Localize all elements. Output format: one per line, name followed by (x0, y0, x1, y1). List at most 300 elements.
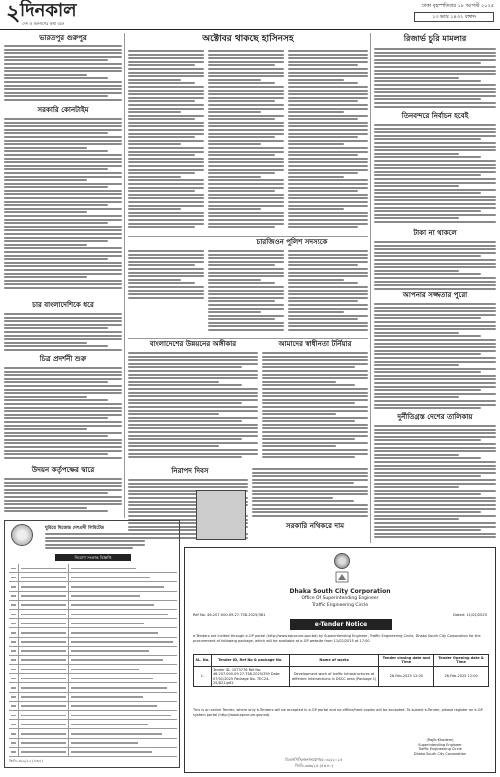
table-cell (9, 748, 19, 756)
text-line (288, 250, 368, 252)
text-line (21, 568, 66, 570)
text-line (288, 82, 358, 84)
text-line (374, 432, 496, 434)
table-row (9, 582, 177, 591)
text-line (374, 66, 496, 68)
signer-name: (Rajib Khadem) (426, 738, 454, 742)
tender-footer-left: ডিএসসিসি/জনসংযোগ/৫০৩২/২০২৫ (285, 757, 343, 762)
text-line (208, 165, 284, 167)
text-line (208, 179, 284, 181)
e-tender-notice (184, 547, 496, 773)
text-line (4, 247, 122, 249)
text-line (288, 118, 358, 120)
text-line (4, 503, 122, 505)
table-cell (69, 610, 177, 618)
text-line (128, 392, 258, 394)
photo (196, 490, 246, 540)
table-cell (9, 573, 19, 581)
text-line (4, 378, 122, 380)
table-cell (19, 601, 69, 609)
text-line (288, 329, 368, 331)
text-line (208, 272, 284, 274)
text-line (208, 187, 284, 189)
text-line (208, 133, 284, 135)
text-line (11, 715, 16, 717)
table-row (194, 666, 489, 687)
text-line (208, 104, 284, 106)
text-line (4, 229, 122, 231)
table-cell (69, 702, 177, 710)
text-line (128, 449, 258, 451)
text-line (288, 304, 368, 306)
text-line (288, 115, 368, 117)
text-line (262, 402, 355, 404)
text-line (288, 197, 368, 199)
text-line (262, 363, 368, 365)
text-line (208, 268, 284, 270)
table-cell (9, 711, 19, 719)
headline: সরকারি কোনটাইম (37, 106, 89, 114)
text-line (128, 54, 204, 56)
table-row (9, 739, 177, 748)
headline: বাংলাদেশের উন্নয়নের অঙ্গীকার (149, 340, 237, 348)
text-line (4, 269, 122, 271)
article-body (374, 124, 496, 228)
text-line (374, 317, 481, 319)
article-body (208, 250, 284, 334)
text-line (11, 705, 16, 707)
text-line (71, 733, 162, 735)
text-line (4, 237, 122, 239)
table-cell (19, 683, 69, 691)
text-line (4, 258, 108, 260)
text-line (45, 547, 133, 549)
text-line (208, 90, 284, 92)
text-line (288, 50, 368, 52)
text-line (4, 374, 122, 376)
text-line (374, 529, 481, 531)
text-line (4, 324, 122, 326)
text-line (262, 431, 368, 433)
table-row (9, 656, 177, 665)
table-row (9, 748, 177, 757)
text-line (11, 669, 16, 671)
text-line (374, 288, 496, 290)
text-line (4, 425, 122, 427)
text-line (374, 303, 496, 305)
table-row (9, 702, 177, 711)
text-line (374, 461, 496, 463)
text-line (374, 281, 496, 283)
text-line (288, 68, 368, 70)
text-line (11, 586, 16, 588)
tender-table (193, 654, 489, 687)
text-line (288, 205, 368, 207)
text-line (4, 143, 122, 145)
table-cell (9, 683, 19, 691)
text-line (128, 86, 204, 88)
text-line (4, 492, 108, 494)
text-line (374, 160, 496, 162)
text-line (128, 290, 204, 292)
text-line (4, 45, 122, 47)
table-cell (69, 748, 177, 756)
text-line (262, 424, 368, 426)
text-line (128, 161, 204, 163)
table-cell (9, 693, 19, 701)
text-line (288, 125, 368, 127)
text-line (374, 321, 496, 323)
text-line (374, 353, 481, 355)
text-line (374, 508, 496, 510)
text-line (374, 475, 481, 477)
article-body (4, 478, 122, 516)
text-line (4, 129, 122, 131)
newspaper-tagline: দেশ ও জনগণের কথা বলে (22, 21, 65, 26)
text-line (208, 151, 284, 153)
text-line (128, 384, 242, 386)
text-line (208, 97, 284, 99)
table-row (9, 647, 177, 656)
table-cell: 1. (194, 666, 212, 687)
text-line (262, 392, 368, 394)
text-line (374, 255, 481, 257)
text-line (11, 650, 16, 652)
text-line (374, 149, 496, 151)
text-line (374, 203, 496, 205)
text-line (128, 205, 204, 207)
article-body (374, 241, 496, 291)
text-line (128, 133, 204, 135)
text-line (374, 131, 496, 133)
text-line (374, 483, 496, 485)
text-line (374, 55, 496, 57)
text-line (11, 687, 16, 689)
text-line (71, 705, 157, 707)
text-line (128, 154, 195, 156)
text-line (45, 537, 145, 539)
text-line (208, 54, 284, 56)
table-cell (69, 720, 177, 728)
text-line (4, 335, 122, 337)
text-line (288, 219, 368, 221)
text-line (4, 67, 122, 69)
text-line (288, 158, 368, 160)
text-line (252, 486, 368, 488)
text-line (288, 154, 358, 156)
text-line (374, 314, 496, 316)
tender-date: Dated: 11/02/2025 (453, 613, 487, 617)
text-line (208, 86, 284, 88)
headline: ভারতপুর গুরুপুর (39, 34, 87, 42)
text-line (128, 483, 248, 485)
text-line (288, 165, 368, 167)
text-line (252, 490, 368, 492)
text-line (71, 724, 148, 726)
text-line (374, 214, 496, 216)
table-cell (69, 573, 177, 581)
text-line (4, 233, 122, 235)
table-cell (69, 619, 177, 627)
text-line (4, 417, 108, 419)
text-line (374, 245, 496, 247)
text-line (208, 111, 261, 113)
text-line (128, 399, 258, 401)
text-line (4, 255, 122, 257)
date-box: ১৩ ভাদ্র ১৪৩২ বঙ্গাব্দ (414, 12, 494, 22)
signer-org: Dhaka South City Corporation (413, 751, 467, 756)
text-line (374, 266, 496, 268)
text-line (71, 678, 153, 680)
text-line (21, 751, 66, 753)
text-line (208, 129, 284, 131)
headline: চিত্র প্রদর্শনী শুরু (39, 355, 87, 363)
text-line (252, 500, 354, 502)
table-row (9, 592, 177, 601)
text-line (21, 687, 66, 689)
text-line (128, 104, 204, 106)
table-cell: 26-Feb-2025 12:00 (379, 666, 434, 687)
text-line (4, 280, 122, 282)
tender-outro: This is an online Tender, where only e-Tenders will be accepted in e-GP portal and no offline/hard copies will be accepted. To submit e-Tender, please register on e-GP system portal (http://www.eprocure.gov.bd). (193, 708, 483, 717)
text-line (208, 118, 275, 120)
text-line (374, 174, 481, 176)
text-line (128, 226, 195, 228)
text-line (4, 396, 87, 398)
text-line (4, 56, 122, 58)
text-line (128, 424, 258, 426)
text-line (262, 420, 355, 422)
text-line (208, 72, 284, 74)
table-cell (9, 610, 19, 618)
text-line (128, 257, 204, 259)
text-line (208, 82, 275, 84)
table-cell (19, 729, 69, 737)
text-line (45, 544, 145, 546)
text-line (208, 219, 284, 221)
text-line (4, 204, 108, 206)
text-line (128, 268, 204, 270)
text-line (288, 176, 344, 178)
text-line (288, 261, 368, 263)
text-line (4, 118, 122, 120)
article-body (4, 118, 122, 296)
text-line (4, 88, 122, 90)
column-divider (370, 33, 371, 543)
text-line (288, 108, 368, 110)
text-line (4, 226, 122, 228)
text-line (262, 456, 355, 458)
text-line (262, 366, 355, 368)
text-line (128, 125, 204, 127)
text-line (208, 329, 284, 331)
text-line (288, 183, 368, 185)
headline: চারজিওন পুলিশ সদস্যকে (256, 238, 328, 246)
text-line (11, 641, 16, 643)
text-line (374, 393, 496, 395)
table-cell: 26-Feb-2025 12:00 (434, 666, 489, 687)
text-line (128, 147, 204, 149)
text-line (288, 54, 368, 56)
text-line (208, 254, 284, 256)
text-line (21, 696, 66, 698)
table-cell (19, 702, 69, 710)
text-line (128, 264, 195, 266)
text-line (128, 359, 258, 361)
text-line (4, 273, 122, 275)
text-line (208, 250, 284, 252)
text-line (128, 406, 258, 408)
text-line (4, 428, 87, 430)
table-cell (9, 720, 19, 728)
text-line (374, 357, 496, 359)
text-line (128, 435, 258, 437)
text-line (288, 93, 368, 95)
text-line (21, 632, 66, 634)
text-line (374, 153, 459, 155)
text-line (374, 52, 496, 54)
text-line (208, 50, 284, 52)
text-line (374, 436, 496, 438)
table-row (9, 638, 177, 647)
text-line (288, 90, 368, 92)
text-line (208, 279, 261, 281)
text-line (128, 179, 204, 181)
text-line (4, 154, 122, 156)
text-line (4, 70, 122, 72)
text-line (374, 77, 459, 79)
text-line (21, 705, 66, 707)
text-line (128, 442, 258, 444)
text-line (128, 79, 181, 81)
text-line (4, 49, 122, 51)
tender-org: Dhaka South City Corporation (289, 588, 391, 595)
text-line (288, 297, 368, 299)
text-line (128, 223, 204, 225)
text-line (288, 201, 368, 203)
text-line (208, 75, 284, 77)
text-line (208, 176, 261, 178)
text-line (374, 500, 496, 502)
text-line (128, 212, 204, 214)
text-line (208, 201, 284, 203)
text-line (288, 264, 358, 266)
text-line (128, 456, 242, 458)
text-line (374, 307, 496, 309)
text-line (128, 286, 204, 288)
table-cell (19, 665, 69, 673)
text-line (374, 536, 496, 538)
text-line (288, 268, 368, 270)
table-cell (69, 674, 177, 682)
text-line (374, 207, 496, 209)
text-line (4, 244, 87, 246)
text-line (288, 300, 358, 302)
masthead (0, 0, 500, 30)
table-cell (19, 628, 69, 636)
text-line (4, 179, 87, 181)
text-line (374, 429, 496, 431)
table-cell (69, 711, 177, 719)
text-line (262, 388, 368, 390)
text-line (4, 265, 122, 267)
text-line (11, 623, 16, 625)
table-cell (19, 564, 69, 572)
table-row (9, 720, 177, 729)
text-line (208, 93, 284, 95)
text-line (71, 595, 140, 597)
text-line (374, 196, 496, 198)
text-line (4, 95, 108, 97)
headline: চার বাংলাদেশিকে ধরে (32, 301, 94, 309)
text-line (208, 143, 261, 145)
text-line (4, 201, 122, 203)
text-line (4, 338, 122, 340)
notice-footer: জিডি-৩৬৯/২৫ (৪×৪) (9, 759, 43, 763)
text-line (128, 183, 204, 185)
text-line (374, 70, 496, 72)
text-line (374, 128, 496, 130)
text-line (262, 435, 368, 437)
text-line (4, 276, 87, 278)
headline: উদয়ন কর্তৃপক্ষের দ্বারে (31, 466, 95, 474)
text-line (208, 161, 284, 163)
text-line (262, 406, 368, 408)
text-line (262, 399, 368, 401)
text-line (4, 392, 122, 394)
table-cell (9, 665, 19, 673)
text-line (374, 263, 496, 265)
text-line (4, 197, 122, 199)
text-line (128, 254, 204, 256)
table-header: Tender closing date and Time (379, 655, 434, 667)
text-line (128, 272, 204, 274)
headline: তিনবন্দরে নির্বাচন হবেই (401, 112, 469, 120)
text-line (71, 586, 164, 588)
text-line (208, 223, 284, 225)
table-cell (19, 592, 69, 600)
text-line (288, 140, 368, 142)
text-line (288, 322, 368, 324)
text-line (128, 143, 181, 145)
text-line (374, 102, 496, 104)
article-body (288, 50, 368, 234)
text-line (374, 171, 496, 173)
text-line (4, 410, 122, 412)
text-line (288, 293, 368, 295)
text-line (288, 122, 368, 124)
text-line (4, 59, 108, 61)
text-line (262, 438, 355, 440)
text-line (208, 205, 284, 207)
text-line (4, 161, 122, 163)
text-line (252, 475, 368, 477)
text-line (288, 100, 358, 102)
text-line (4, 381, 108, 383)
text-line (374, 80, 481, 82)
text-line (4, 320, 122, 322)
text-line (288, 275, 368, 277)
table-cell (9, 564, 19, 572)
table-cell (19, 619, 69, 627)
article-body (208, 50, 284, 234)
text-line (374, 486, 459, 488)
text-line (4, 92, 122, 94)
text-line (71, 632, 158, 634)
text-line (374, 241, 496, 243)
table-row (9, 564, 177, 573)
table-cell (69, 582, 177, 590)
